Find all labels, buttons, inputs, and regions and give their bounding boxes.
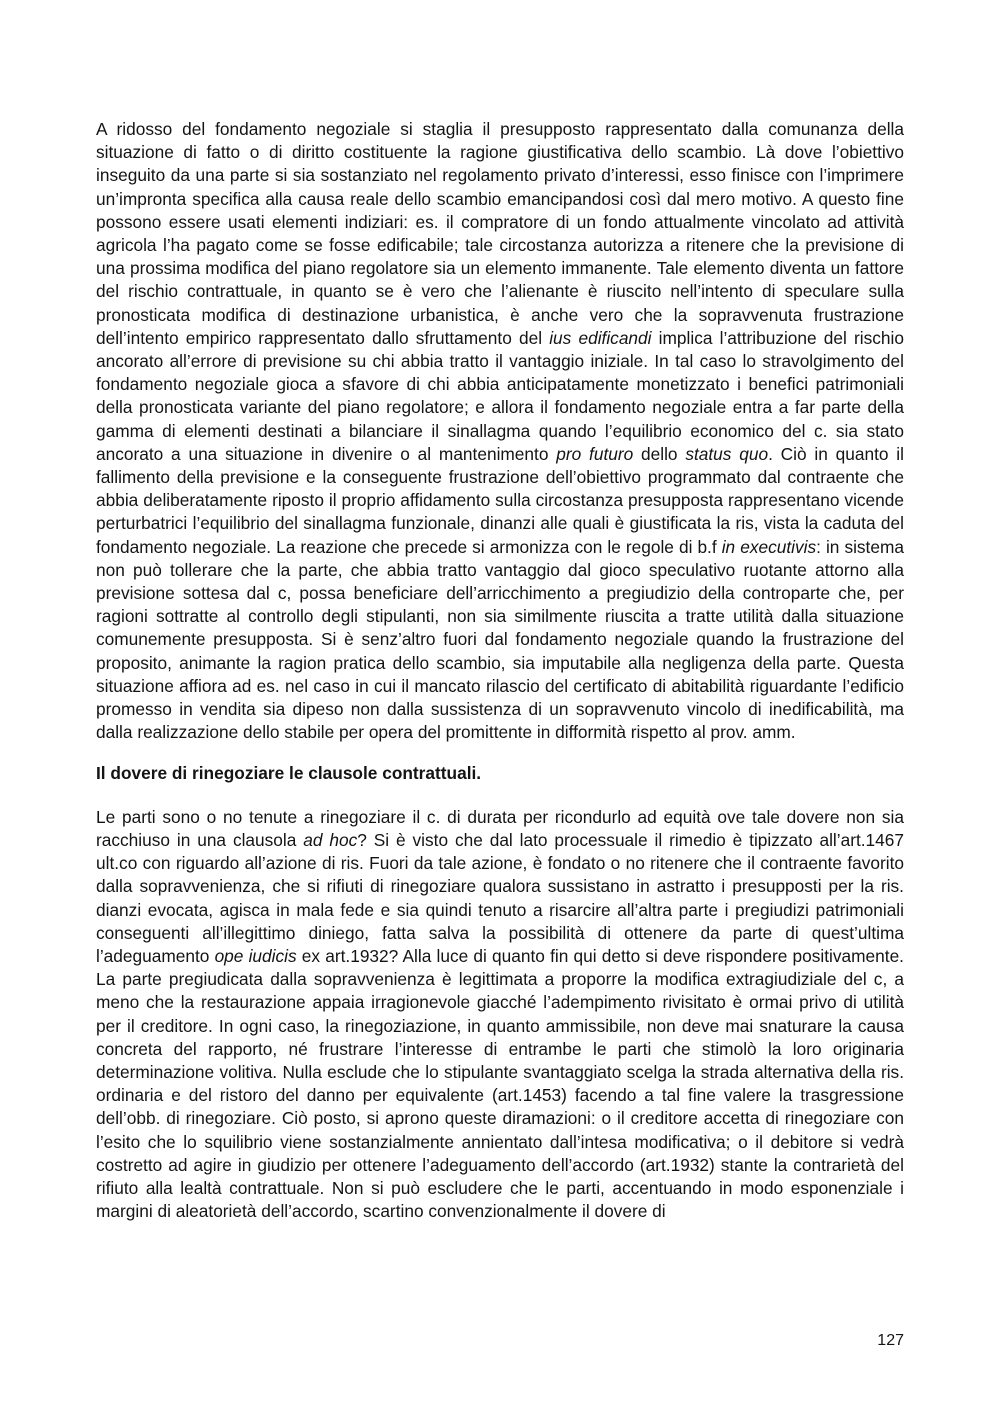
text-run: Le parti sono o no tenute a rinegoziare il c. di durata per ricondurlo ad equità ove tale dovere non sia racchiuso in una clausola [96,806,904,850]
text-run: . Ciò in quanto il fallimento della previsione e la conseguente frustrazione dell’obiettivo programmato dal contraente che abbia deliberatamente riposto il proprio affidamento sulla circostanza presupposta rappresentano vicende perturbatrici l’equilibrio del sinallagma funzionale, dinanzi alle quali è giustificata la ris, vista la caduta del fondamento negoziale. La reazione che precede si armonizza con le regole di b.f [96,443,904,557]
italic-term: ad hoc [303,829,358,850]
page-body [96,118,904,1223]
text-run: ex art.1932? Alla luce di quanto fin qui detto si deve rispondere positivamente. La parte pregiudicata dalla sopravvenienza è legittimata a proporre la modifica extragiudiziale del c, a meno che la restaurazione appaia irragionevole giacché l’adempimento rivisitato è ormai privo di utilità per il creditore. In ogni caso, la rinegoziazione, in quanto ammissibile, non deve mai snaturare la causa concreta del rapporto, né frustrare l’interesse di entrambe le parti che stimolò la loro originaria determinazione volitiva. Nulla esclude che lo stipulante svantaggiato scelga la strada alternativa della ris. ordinaria e del ristoro del danno per equivalente (art.1453) facendo a tal fine valere la trasgressione dell’obb. di rinegoziare. Ciò posto, si aprono queste diramazioni: o il creditore accetta di rinegoziare con l’esito che lo squilibrio viene sostanzialmente annientato dall’intesa modificativa; o il debitore si vedrà costretto ad agire in giudizio per ottenere l’adeguamento dell’accordo (art.1932) stante la contrarietà del rifiuto alla lealtà contrattuale. Non si può escludere che le parti, accentuando in modo esponenziale i margini di aleatorietà dell’accordo, scartino convenzionalmente il dovere di [96,945,904,1222]
italic-term: in executivis [721,536,817,557]
paragraph-fondamento-negoziale [96,118,904,744]
paragraph-rinegoziazione [96,806,904,1224]
italic-term: pro futuro [556,443,634,464]
text-run: dello [633,443,686,464]
text-run: implica l’attribuzione del rischio ancorato all’errore di previsione su chi abbia tratto il vantaggio iniziale. In tal caso lo stravolgimento del fondamento negoziale gioca a sfavore di chi abbia anticipatamente monetizzato i benefici patrimoniali della pronosticata variante del piano regolatore; e allora il fondamento negoziale entra a far parte della gamma di elementi destinati a bilanciare il sinallagma quando l’equilibrio economico del c. sia stato ancorato a una situazione in divenire o al mantenimento [96,327,904,464]
italic-term: ope iudicis [214,945,297,966]
text-run: ? Si è visto che dal lato processuale il rimedio è tipizzato all’art.1467 ult.co con riguardo all’azione di ris. Fuori da tale azione, è fondato o no ritenere che il contraente favorito dalla sopravvenienza, che si rifiuti di rinegoziare qualora sussistano in astratto i presupposti per la ris. dianzi evocata, agisca in mala fede e sia quindi tenuto a risarcire all’altra parte i pregiudizi patrimoniali conseguenti all’illegittimo diniego, fatta salva la possibilità di ottenere da parte di quest’ultima l’adeguamento [96,829,904,966]
italic-term: ius edificandi [549,327,652,348]
italic-term: status quo [685,443,769,464]
page-number: 127 [877,1332,904,1349]
text-run: : in sistema non può tollerare che la parte, che abbia tratto vantaggio dal gioco speculativo ruotante attorno alla previsione sottesa dal c, possa beneficiare dell’arricchimento a pregiudizio della controparte che, per ragioni sottratte al controllo degli stipulanti, non sia similmente riuscita a tratte utilità dalla situazione comunemente presupposta. Si è senz’altro fuori dal fondamento negoziale quando la frustrazione del proposito, animante la ragion pratica dello scambio, sia imputabile alla negligenza della parte. Questa situazione affiora ad es. nel caso in cui il mancato rilascio del certificato di abitabilità riguardante l’edificio promesso in vendita sia dipeso non dalla sussistenza di un sopravvenuto vincolo di inedificabilità, ma dalla realizzazione dello stabile per opera del promittente in difformità rispetto al prov. amm. [96,536,904,743]
text-run: A ridosso del fondamento negoziale si staglia il presupposto rappresentato dalla comunanza della situazione di fatto o di diritto costituente la ragione giustificativa dello scambio. Là dove l’obiettivo inseguito da una parte si sia sostanziato nel regolamento privato d’interessi, esso finisce con l’imprimere un’impronta specifica alla causa reale dello scambio emancipandosi così dal mero motivo. A questo fine possono essere usati elementi indiziari: es. il compratore di un fondo attualmente vincolato ad attività agricola l’ha pagato come se fosse edificabile; tale circostanza autorizza a ritenere che la previsione di una prossima modifica del piano regolatore sia un elemento immanente. Tale elemento diventa un fattore del rischio contrattuale, in quanto se è vero che l’alienante è riuscito nell’intento di speculare sulla pronosticata modifica di destinazione urbanistica, è anche vero che la sopravvenuta frustrazione dell’intento empirico rappresentato dallo sfruttamento del [96,119,904,348]
section-heading: Il dovere di rinegoziare le clausole contrattuali. [96,763,482,784]
